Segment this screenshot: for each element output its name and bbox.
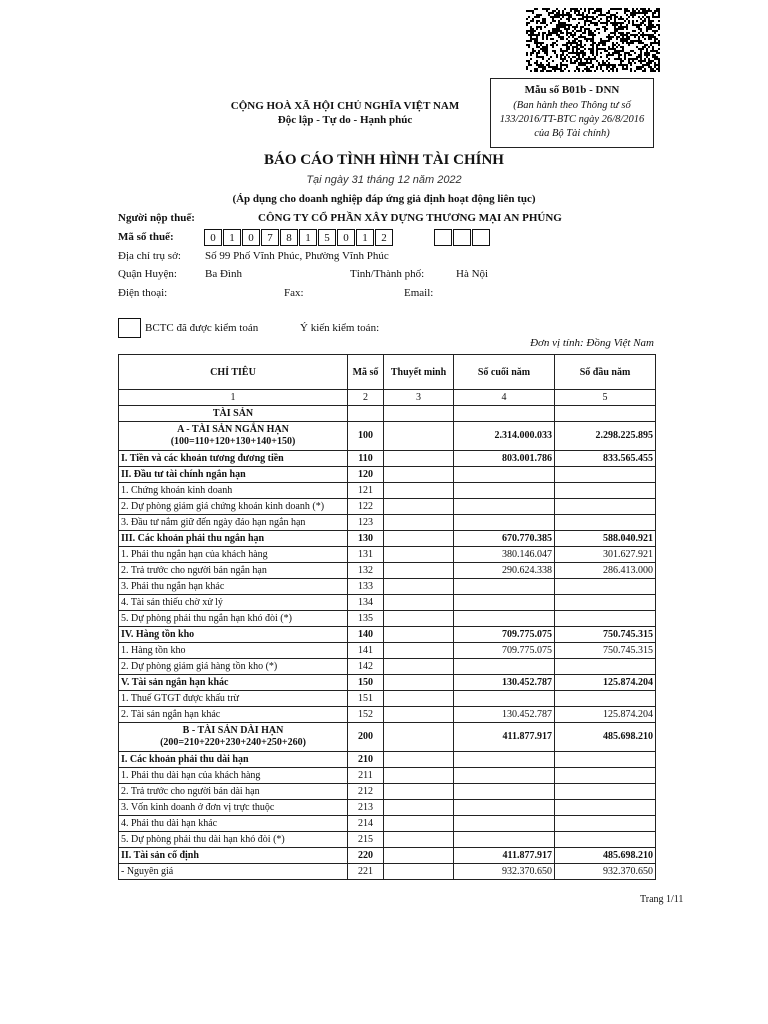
table-row bbox=[119, 422, 656, 451]
row-begin-value: 2.298.225.895 bbox=[555, 422, 656, 451]
report-date: Tại ngày 31 tháng 12 năm 2022 bbox=[306, 174, 462, 186]
row-code: 214 bbox=[348, 816, 384, 832]
row-note bbox=[384, 707, 454, 723]
row-code: 151 bbox=[348, 691, 384, 707]
tax-code-digit: 1 bbox=[356, 229, 374, 246]
row-item-name: 3. Phải thu ngắn hạn khác bbox=[119, 579, 348, 595]
row-note bbox=[384, 832, 454, 848]
row-item-name: II. Đầu tư tài chính ngắn hạn bbox=[119, 467, 348, 483]
row-begin-value: 301.627.921 bbox=[555, 547, 656, 563]
row-end-value: 411.877.917 bbox=[454, 848, 555, 864]
table-row bbox=[119, 752, 656, 768]
row-begin-value bbox=[555, 691, 656, 707]
row-begin-value bbox=[555, 752, 656, 768]
row-code: 133 bbox=[348, 579, 384, 595]
tax-code-digit: 0 bbox=[242, 229, 260, 246]
fax-label: Fax: bbox=[284, 287, 304, 299]
row-begin-value: 588.040.921 bbox=[555, 531, 656, 547]
row-note bbox=[384, 595, 454, 611]
row-item-name: 2. Tài sản ngắn hạn khác bbox=[119, 707, 348, 723]
tax-code-label: Mã số thuế: bbox=[118, 231, 174, 243]
row-item-name: TÀI SẢN bbox=[119, 406, 348, 422]
row-item-name: 3. Đầu tư nắm giữ đến ngày đáo hạn ngắn hạn bbox=[119, 515, 348, 531]
row-item-name: 3. Vốn kinh doanh ở đơn vị trực thuộc bbox=[119, 800, 348, 816]
row-item-name: 1. Hàng tồn kho bbox=[119, 643, 348, 659]
row-end-value bbox=[454, 611, 555, 627]
table-row bbox=[119, 784, 656, 800]
row-begin-value: 125.874.204 bbox=[555, 675, 656, 691]
audited-checkbox[interactable] bbox=[118, 318, 141, 338]
row-item-name: 5. Dự phòng phải thu dài hạn khó đòi (*) bbox=[119, 832, 348, 848]
table-row bbox=[119, 800, 656, 816]
row-end-value: 130.452.787 bbox=[454, 675, 555, 691]
row-begin-value: 286.413.000 bbox=[555, 563, 656, 579]
table-row bbox=[119, 816, 656, 832]
motto: Độc lập - Tự do - Hạnh phúc bbox=[277, 114, 413, 126]
form-note: (Ban hành theo Thông tư số 133/2016/TT-BTC ngày 26/8/2016 của Bộ Tài chính) bbox=[499, 100, 645, 139]
row-code: 152 bbox=[348, 707, 384, 723]
row-code: 123 bbox=[348, 515, 384, 531]
row-end-value: 803.001.786 bbox=[454, 451, 555, 467]
index-cell: 4 bbox=[454, 390, 555, 406]
table-row bbox=[119, 515, 656, 531]
column-index-row bbox=[119, 390, 656, 406]
row-begin-value bbox=[555, 816, 656, 832]
row-code: 210 bbox=[348, 752, 384, 768]
row-code: 142 bbox=[348, 659, 384, 675]
row-code: 131 bbox=[348, 547, 384, 563]
tax-code-digit: 7 bbox=[261, 229, 279, 246]
index-cell: 1 bbox=[119, 390, 348, 406]
table-row bbox=[119, 563, 656, 579]
row-item-name: 2. Dự phòng giảm giá chứng khoán kinh doanh (*) bbox=[119, 499, 348, 515]
row-note bbox=[384, 768, 454, 784]
page-title: BÁO CÁO TÌNH HÌNH TÀI CHÍNH bbox=[264, 152, 504, 168]
district-label: Quận Huyện: bbox=[118, 268, 177, 280]
row-note bbox=[384, 406, 454, 422]
row-item-name: I. Các khoản phải thu dài hạn bbox=[119, 752, 348, 768]
row-end-value bbox=[454, 659, 555, 675]
district-value: Ba Đình bbox=[205, 268, 242, 280]
row-item-name: 4. Tài sản thiếu chờ xử lý bbox=[119, 595, 348, 611]
row-begin-value bbox=[555, 832, 656, 848]
tax-code-digit: 5 bbox=[318, 229, 336, 246]
row-note bbox=[384, 659, 454, 675]
row-begin-value bbox=[555, 499, 656, 515]
row-code: 150 bbox=[348, 675, 384, 691]
row-begin-value bbox=[555, 611, 656, 627]
taxpayer-name: CÔNG TY CỔ PHẦN XÂY DỰNG THƯƠNG MẠI AN PHÚNG bbox=[258, 212, 562, 224]
table-row bbox=[119, 675, 656, 691]
row-end-value: 290.624.338 bbox=[454, 563, 555, 579]
row-end-value: 130.452.787 bbox=[454, 707, 555, 723]
row-note bbox=[384, 451, 454, 467]
row-end-value: 670.770.385 bbox=[454, 531, 555, 547]
address-value: Số 99 Phố Vĩnh Phúc, Phường Vĩnh Phúc bbox=[205, 250, 389, 262]
row-end-value bbox=[454, 483, 555, 499]
row-note bbox=[384, 483, 454, 499]
row-begin-value: 485.698.210 bbox=[555, 723, 656, 752]
row-item-name-line: (100=110+120+130+140+150) bbox=[170, 436, 296, 447]
city-value: Hà Nội bbox=[456, 268, 489, 280]
table-row bbox=[119, 483, 656, 499]
row-begin-value: 833.565.455 bbox=[555, 451, 656, 467]
row-begin-value: 485.698.210 bbox=[555, 848, 656, 864]
row-item-name: 1. Chứng khoán kinh doanh bbox=[119, 483, 348, 499]
row-code: 212 bbox=[348, 784, 384, 800]
table-row bbox=[119, 547, 656, 563]
row-note bbox=[384, 467, 454, 483]
row-note bbox=[384, 563, 454, 579]
row-code: 220 bbox=[348, 848, 384, 864]
row-end-value bbox=[454, 784, 555, 800]
form-code-box bbox=[490, 78, 654, 148]
row-end-value bbox=[454, 579, 555, 595]
row-note bbox=[384, 848, 454, 864]
row-note bbox=[384, 547, 454, 563]
row-item-name bbox=[119, 723, 348, 752]
row-note bbox=[384, 611, 454, 627]
phone-label: Điện thoại: bbox=[118, 287, 168, 299]
row-item-name: 4. Phải thu dài hạn khác bbox=[119, 816, 348, 832]
row-end-value bbox=[454, 768, 555, 784]
col-header-code: Mã số bbox=[348, 355, 384, 390]
audit-opinion-label: Ý kiến kiểm toán: bbox=[300, 322, 380, 334]
row-item-name: 2. Trả trước cho người bán ngắn hạn bbox=[119, 563, 348, 579]
table-row bbox=[119, 691, 656, 707]
currency-unit: Đơn vị tính: Đồng Việt Nam bbox=[530, 337, 654, 349]
row-end-value bbox=[454, 691, 555, 707]
table-row bbox=[119, 707, 656, 723]
row-code: 211 bbox=[348, 768, 384, 784]
row-note bbox=[384, 675, 454, 691]
table-row bbox=[119, 579, 656, 595]
table-row bbox=[119, 531, 656, 547]
row-begin-value bbox=[555, 800, 656, 816]
page-number: Trang 1/11 bbox=[640, 894, 684, 905]
table-row bbox=[119, 864, 656, 880]
row-begin-value: 750.745.315 bbox=[555, 643, 656, 659]
email-label: Email: bbox=[404, 287, 434, 299]
col-header-end: Số cuối năm bbox=[454, 355, 555, 390]
tax-code-digit: 1 bbox=[223, 229, 241, 246]
table-row bbox=[119, 499, 656, 515]
row-note bbox=[384, 627, 454, 643]
index-cell: 3 bbox=[384, 390, 454, 406]
tax-code-digit: 0 bbox=[204, 229, 222, 246]
row-end-value bbox=[454, 816, 555, 832]
row-end-value: 709.775.075 bbox=[454, 643, 555, 659]
table-row bbox=[119, 723, 656, 752]
row-note bbox=[384, 784, 454, 800]
row-note bbox=[384, 800, 454, 816]
table-row bbox=[119, 768, 656, 784]
row-end-value: 932.370.650 bbox=[454, 864, 555, 880]
table-header-row bbox=[119, 355, 656, 390]
row-item-name: 2. Trả trước cho người bán dài hạn bbox=[119, 784, 348, 800]
tax-code-extra-box bbox=[453, 229, 471, 246]
tax-code-digit: 8 bbox=[280, 229, 298, 246]
row-item-name: 1. Thuế GTGT được khấu trừ bbox=[119, 691, 348, 707]
row-code: 121 bbox=[348, 483, 384, 499]
row-item-name-line: B - TÀI SẢN DÀI HẠN bbox=[182, 725, 284, 736]
row-note bbox=[384, 816, 454, 832]
city-label: Tỉnh/Thành phố: bbox=[350, 268, 425, 280]
index-cell: 5 bbox=[555, 390, 656, 406]
row-begin-value: 932.370.650 bbox=[555, 864, 656, 880]
row-item-name bbox=[119, 422, 348, 451]
table-row bbox=[119, 627, 656, 643]
tax-code-extra-box bbox=[434, 229, 452, 246]
row-code: 135 bbox=[348, 611, 384, 627]
table-row bbox=[119, 595, 656, 611]
row-code: 110 bbox=[348, 451, 384, 467]
row-begin-value bbox=[555, 659, 656, 675]
row-begin-value bbox=[555, 515, 656, 531]
row-code: 132 bbox=[348, 563, 384, 579]
row-item-name: 5. Dự phòng phải thu ngắn hạn khó đòi (*) bbox=[119, 611, 348, 627]
row-end-value bbox=[454, 800, 555, 816]
form-code: Mẫu số B01b - DNN bbox=[524, 84, 620, 96]
table-row bbox=[119, 467, 656, 483]
row-note bbox=[384, 499, 454, 515]
row-item-name: III. Các khoản phải thu ngắn hạn bbox=[119, 531, 348, 547]
barcode-image bbox=[526, 8, 660, 72]
row-end-value bbox=[454, 406, 555, 422]
row-code: 200 bbox=[348, 723, 384, 752]
row-code: 221 bbox=[348, 864, 384, 880]
row-item-name: IV. Hàng tồn kho bbox=[119, 627, 348, 643]
row-code: 140 bbox=[348, 627, 384, 643]
tax-code-digit: 0 bbox=[337, 229, 355, 246]
row-note bbox=[384, 864, 454, 880]
row-note bbox=[384, 691, 454, 707]
row-item-name: V. Tài sản ngắn hạn khác bbox=[119, 675, 348, 691]
col-header-item: CHỈ TIÊU bbox=[119, 355, 348, 390]
row-note bbox=[384, 579, 454, 595]
address-label: Địa chỉ trụ sở: bbox=[118, 250, 181, 262]
tax-code-extra-box bbox=[472, 229, 490, 246]
row-item-name: 1. Phải thu ngắn hạn của khách hàng bbox=[119, 547, 348, 563]
row-code: 141 bbox=[348, 643, 384, 659]
index-cell: 2 bbox=[348, 390, 384, 406]
row-item-name: II. Tài sản cố định bbox=[119, 848, 348, 864]
col-header-begin: Số đầu năm bbox=[555, 355, 656, 390]
balance-sheet-table bbox=[118, 354, 656, 880]
row-code: 100 bbox=[348, 422, 384, 451]
row-begin-value bbox=[555, 406, 656, 422]
row-end-value bbox=[454, 515, 555, 531]
row-note bbox=[384, 422, 454, 451]
row-code: 213 bbox=[348, 800, 384, 816]
row-begin-value bbox=[555, 768, 656, 784]
row-item-name: - Nguyên giá bbox=[119, 864, 348, 880]
taxpayer-label: Người nộp thuế: bbox=[118, 212, 195, 224]
table-row bbox=[119, 659, 656, 675]
row-item-name-line: A - TÀI SẢN NGẮN HẠN bbox=[177, 424, 289, 435]
row-code: 215 bbox=[348, 832, 384, 848]
row-end-value: 2.314.000.033 bbox=[454, 422, 555, 451]
row-begin-value bbox=[555, 595, 656, 611]
table-row bbox=[119, 848, 656, 864]
row-end-value: 380.146.047 bbox=[454, 547, 555, 563]
row-begin-value bbox=[555, 483, 656, 499]
row-end-value bbox=[454, 467, 555, 483]
republic-heading: CỘNG HOÀ XÃ HỘI CHỦ NGHĨA VIỆT NAM bbox=[230, 100, 460, 112]
row-begin-value: 750.745.315 bbox=[555, 627, 656, 643]
row-end-value bbox=[454, 499, 555, 515]
row-end-value bbox=[454, 595, 555, 611]
audited-label: BCTC đã được kiểm toán bbox=[145, 322, 259, 334]
row-begin-value: 125.874.204 bbox=[555, 707, 656, 723]
row-code bbox=[348, 406, 384, 422]
row-item-name: I. Tiền và các khoản tương đương tiền bbox=[119, 451, 348, 467]
row-end-value bbox=[454, 832, 555, 848]
row-code: 130 bbox=[348, 531, 384, 547]
row-code: 134 bbox=[348, 595, 384, 611]
table-row bbox=[119, 832, 656, 848]
row-end-value bbox=[454, 752, 555, 768]
row-note bbox=[384, 752, 454, 768]
row-begin-value bbox=[555, 579, 656, 595]
row-item-name: 2. Dự phòng giảm giá hàng tồn kho (*) bbox=[119, 659, 348, 675]
tax-code-digit: 2 bbox=[375, 229, 393, 246]
row-begin-value bbox=[555, 467, 656, 483]
row-item-name-line: (200=210+220+230+240+250+260) bbox=[160, 737, 306, 748]
table-row bbox=[119, 643, 656, 659]
row-note bbox=[384, 531, 454, 547]
row-item-name: 1. Phải thu dài hạn của khách hàng bbox=[119, 768, 348, 784]
row-end-value: 411.877.917 bbox=[454, 723, 555, 752]
col-header-note: Thuyết minh bbox=[384, 355, 454, 390]
row-note bbox=[384, 643, 454, 659]
tax-code-digit: 1 bbox=[299, 229, 317, 246]
row-code: 122 bbox=[348, 499, 384, 515]
row-note bbox=[384, 723, 454, 752]
applicability-note: (Áp dụng cho doanh nghiệp đáp ứng giả định hoạt động liên tục) bbox=[232, 193, 536, 205]
table-row bbox=[119, 406, 656, 422]
table-row bbox=[119, 611, 656, 627]
table-row bbox=[119, 451, 656, 467]
row-note bbox=[384, 515, 454, 531]
row-code: 120 bbox=[348, 467, 384, 483]
row-end-value: 709.775.075 bbox=[454, 627, 555, 643]
row-begin-value bbox=[555, 784, 656, 800]
